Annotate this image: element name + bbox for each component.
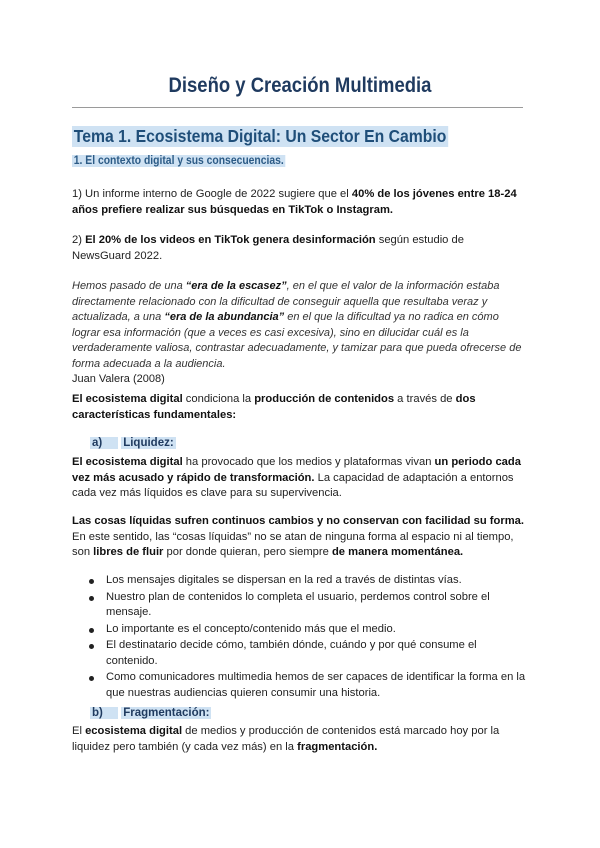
p5-bold-a: Las cosas líquidas sufren continuos cambios y no conservan con facilidad su forma. <box>72 515 524 527</box>
bullet-icon <box>89 628 94 633</box>
p5-bold-c: libres de fluir <box>93 546 164 558</box>
paragraph-liquidity-transformation <box>72 455 526 502</box>
subtopic-heading: 1. El contexto digital y sus consecuencias. <box>73 155 284 167</box>
section-b-title: Fragmentación: <box>123 707 210 719</box>
p2-bold: El 20% de los videos en TikTok genera desinformación <box>85 234 376 246</box>
bullet-icon <box>89 676 94 681</box>
p2-text-c: según estudio de NewsGuard 2022. <box>72 234 464 262</box>
section-a-letter: a) <box>90 437 118 449</box>
quote-text-a: Hemos pasado de una <box>72 280 186 292</box>
quote-text-e: en el que la dificultad ya no radica en cómo lograr esa información (que a veces es casi excesiva), sino en dilucidar cuál es la verdaderamente valiosa, contrastar adecuadamente, y tamizar para que pueda ofrecerse de forma adecuada a la audiencia. <box>72 311 522 370</box>
section-heading-liquidity <box>90 437 176 449</box>
p6-text-a: El <box>72 725 86 737</box>
p5-bold-e: de manera momentánea. <box>331 546 464 558</box>
list-item: Nuestro plan de contenidos lo completa el usuario, perdemos control sobre el mensaje. <box>72 590 528 621</box>
quote-text-c: , en el que el valor de la información estaba directamente relacionado con la dificultad de conseguir aquella que resultaba veraz y actualizada, a una <box>72 280 500 323</box>
quote-bold-scarcity: “era de la escasez” <box>185 280 287 292</box>
list-item: Los mensajes digitales se dispersan en la red a través de distintas vías. <box>72 573 528 589</box>
p3-text-d: a través de <box>394 393 456 405</box>
topic-title: Tema 1. Ecosistema Digital: Un Sector En Cambio <box>73 126 447 146</box>
p6-text-c: de medios y producción de contenidos está marcado hoy por la liquidez pero también (y cada vez más) en la <box>72 725 500 753</box>
bullet-icon <box>89 596 94 601</box>
quote-bold-abundance: “era de la abundancia” <box>164 311 285 323</box>
p1-text: 1) Un informe interno de Google de 2022 sugiere que el <box>72 188 352 200</box>
paragraph-google-report <box>72 187 526 218</box>
p6-bold-b: ecosistema digital <box>85 725 183 737</box>
p4-bold-c: un periodo cada vez más acusado y rápido de transformación. <box>72 456 521 484</box>
p5-text-b: En este sentido, las “cosas líquidas” no se atan de ninguna forma al espacio ni al tiempo, son <box>72 530 514 558</box>
p3-text-b: condiciona la <box>182 393 255 405</box>
liquidity-bullet-list <box>72 573 528 702</box>
p6-bold-d: fragmentación. <box>297 740 378 753</box>
bullet-icon <box>89 579 94 584</box>
section-a-title: Liquidez: <box>123 437 174 449</box>
paragraph-liquid-things <box>72 514 526 561</box>
list-item: Como comunicadores multimedia hemos de ser capaces de identificar la forma en la que nuestras audiencias quieren consumir una historia. <box>72 670 528 701</box>
paragraph-fragmentation <box>72 724 526 755</box>
section-b-letter: b) <box>90 707 118 719</box>
p3-bold-a: El ecosistema digital <box>72 393 183 405</box>
section-heading-fragmentation <box>90 707 211 719</box>
p4-text-d: La capacidad de adaptación a entornos cada vez más líquidos es clave para su supervivencia. <box>72 471 514 499</box>
paragraph-ecosystem-conditions <box>72 392 526 423</box>
p1-bold: 40% de los jóvenes entre 18-24 años prefiere realizar sus búsquedas en TikTok o Instagram. <box>72 188 517 216</box>
list-item: El destinatario decide cómo, también dónde, cuándo y por qué consume el contenido. <box>72 638 528 669</box>
bullet-icon <box>89 644 94 649</box>
list-item: Lo importante es el concepto/contenido más que el medio. <box>72 622 528 638</box>
p5-text-d: por donde quieran, pero siempre <box>163 546 332 558</box>
paragraph-tiktok-disinfo <box>72 233 526 264</box>
p4-bold-a: El ecosistema digital <box>72 456 183 468</box>
quote-block <box>72 279 526 388</box>
p4-text-b: ha provocado que los medios y plataformas vivan <box>182 456 435 468</box>
p3-bold-c: producción de contenidos <box>254 393 395 405</box>
document-title: Diseño y Creación Multimedia <box>168 74 432 97</box>
title-divider <box>72 107 523 108</box>
p2-text-a: 2) <box>72 234 86 246</box>
quote-author: Juan Valera (2008) <box>72 373 165 385</box>
p3-bold-e: dos características fundamentales: <box>72 393 476 421</box>
